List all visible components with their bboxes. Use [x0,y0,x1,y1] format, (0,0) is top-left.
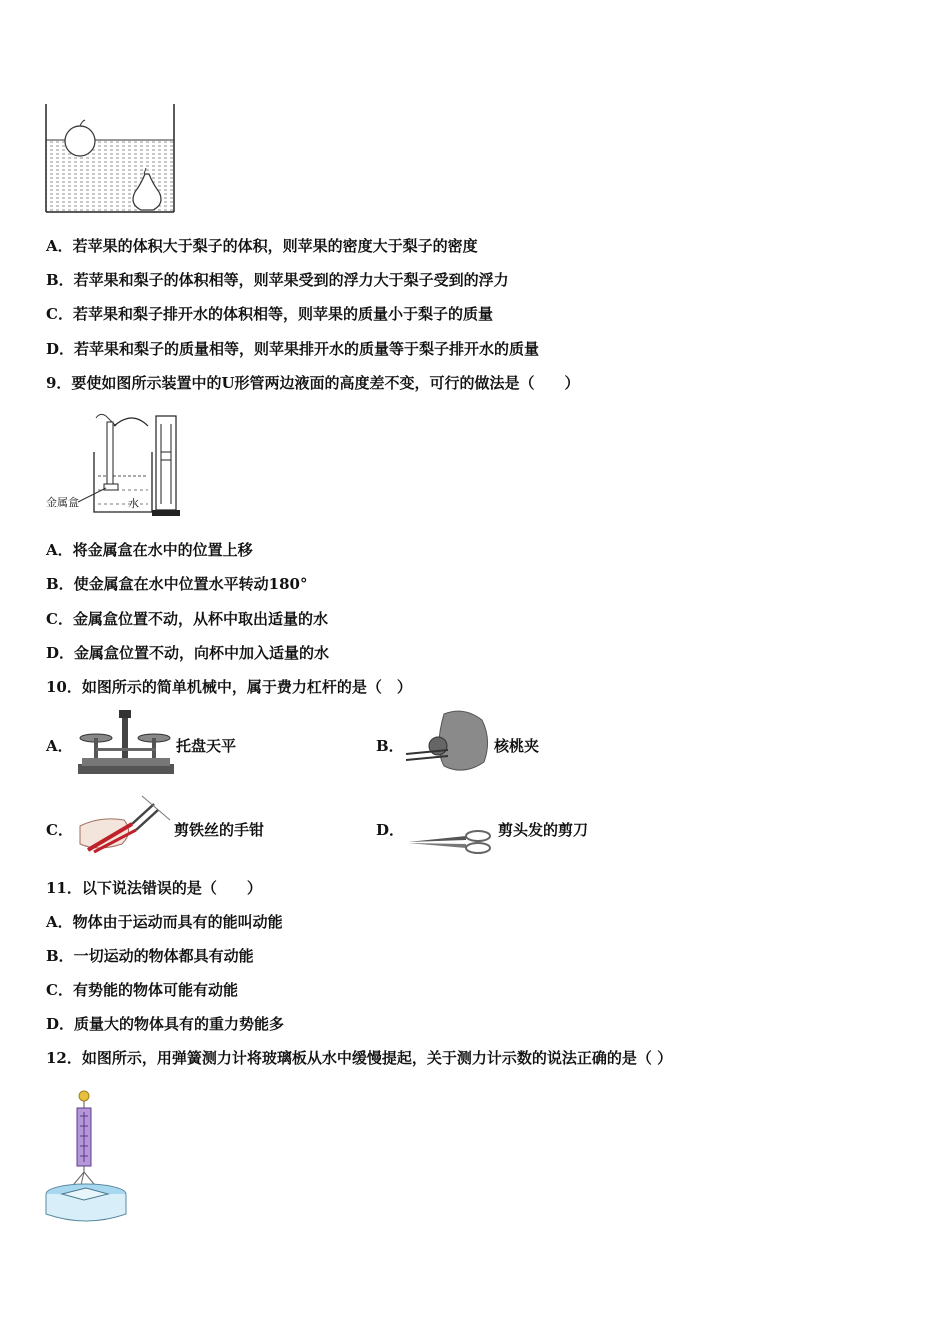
q8-option-a: A．若苹果的体积大于梨子的体积，则苹果的密度大于梨子的密度 [46,237,478,255]
q10-option-b-caption: 核桃夹 [494,737,540,755]
q11-option-c: C．有势能的物体可能有动能 [46,981,238,999]
q10-option-a-caption: 托盘天平 [176,737,237,755]
q9-stem: 9．要使如图所示装置中的U形管两边液面的高度差不变，可行的做法是（ ） [46,374,580,392]
q10-option-c-letter: C． [46,821,73,839]
figure-walnut-cracker [404,708,492,780]
figure-pliers-hand [74,794,172,860]
figure-u-tube-manometer [44,412,184,524]
q11-stem: 11．以下说法错误的是（ ） [46,879,262,897]
q9-option-a: A．将金属盒在水中的位置上移 [46,541,253,559]
figure-apple-pear-container [44,104,178,220]
q11-option-d: D．质量大的物体具有的重力势能多 [46,1015,285,1033]
q10-option-c-caption: 剪铁丝的手钳 [174,821,265,839]
figure-label-water: 水 [128,497,139,510]
q9-option-b: B．使金属盒在水中位置水平转动180° [46,575,308,593]
q12-stem: 12．如图所示，用弹簧测力计将玻璃板从水中缓慢提起，关于测力计示数的说法正确的是（ ） [46,1049,673,1067]
q9-option-d: D．金属盒位置不动，向杯中加入适量的水 [46,644,330,662]
apple-shape [65,126,95,156]
q10-option-d-caption: 剪头发的剪刀 [498,821,589,839]
q11-option-b: B．一切运动的物体都具有动能 [46,947,254,965]
q10-option-a-letter: A． [46,737,73,755]
q10-option-d-letter: D． [376,821,405,839]
q9-option-c: C．金属盒位置不动，从杯中取出适量的水 [46,610,328,628]
figure-scissors [406,826,494,860]
q10-option-b-letter: B． [376,737,404,755]
figure-tray-balance [76,708,176,780]
q8-option-b: B．若苹果和梨子的体积相等，则苹果受到的浮力大于梨子受到的浮力 [46,271,509,289]
q10-stem: 10．如图所示的简单机械中，属于费力杠杆的是（ ） [46,678,412,696]
figure-spring-scale-glass-plate [44,1086,134,1230]
q11-option-a: A．物体由于运动而具有的能叫动能 [46,913,283,931]
q8-option-d: D．若苹果和梨子的质量相等，则苹果排开水的质量等于梨子排开水的质量 [46,340,540,358]
q8-option-c: C．若苹果和梨子排开水的体积相等，则苹果的质量小于梨子的质量 [46,305,493,323]
figure-label-box: 金属盒 [46,496,79,509]
